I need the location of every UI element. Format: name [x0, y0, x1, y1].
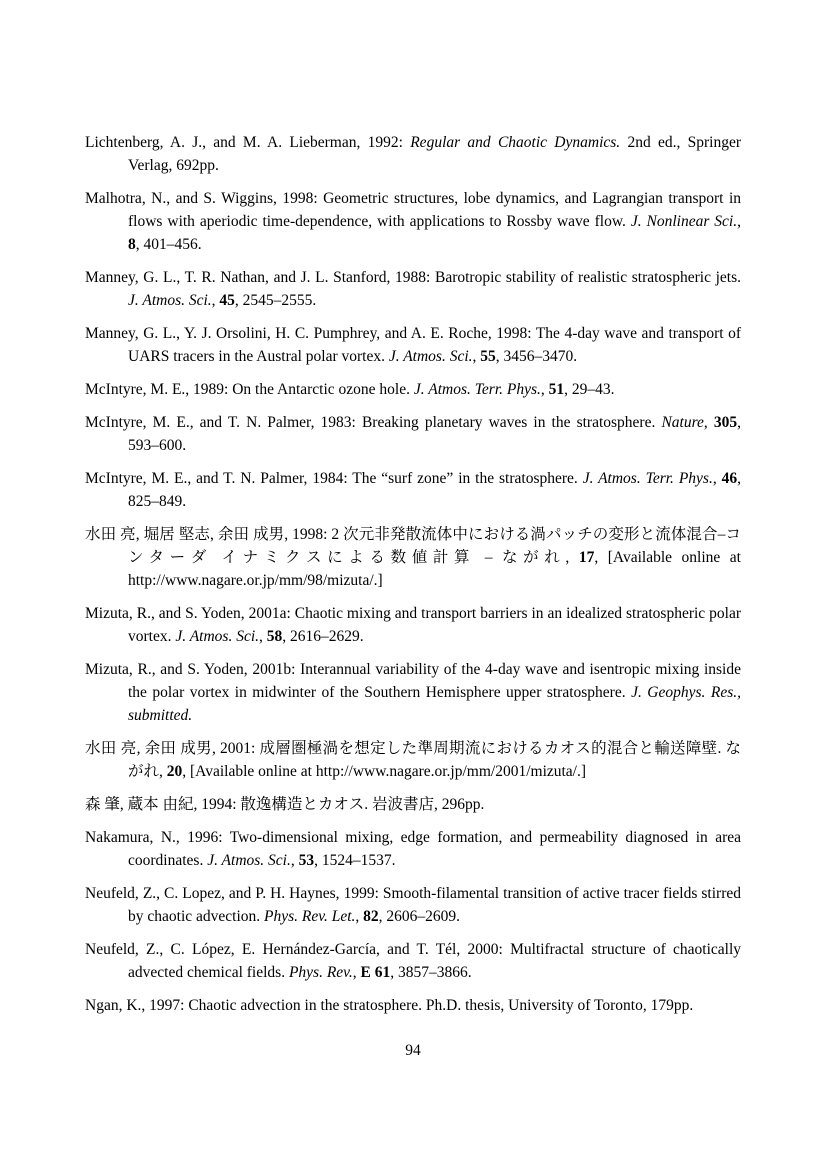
- reference-segment-plain: , [Available online at http://www.nagare.or.jp/mm/2001/mizuta/.]: [182, 763, 587, 780]
- reference-segment-plain: ,: [472, 348, 481, 365]
- reference-segment-italic: Nature: [661, 414, 704, 431]
- reference-segment-plain: 2nd ed., Springer Verlag, 692pp.: [128, 134, 741, 174]
- reference-segment-bold: 20: [166, 763, 183, 780]
- reference-segment-plain: ,: [737, 213, 741, 230]
- reference-segment-italic: J. Atmos. Sci.: [388, 348, 473, 365]
- reference-segment-bold: 51: [548, 381, 565, 398]
- reference-entry: [85, 467, 741, 513]
- reference-segment-plain: ,: [290, 852, 299, 869]
- reference-segment-plain: , 401–456.: [135, 236, 202, 253]
- reference-segment-plain: ,: [540, 381, 549, 398]
- reference-segment-bold: 305: [713, 414, 738, 431]
- reference-segment-italic: Phys. Rev.: [288, 964, 353, 981]
- reference-entry: [85, 602, 741, 648]
- reference-segment-italic: Phys. Rev. Let.: [264, 908, 356, 925]
- reference-segment-plain: 森 肇, 蔵本 由紀, 1994: 散逸構造とカオス. 岩波書店, 296pp.: [85, 796, 485, 813]
- reference-segment-plain: ,: [259, 628, 267, 645]
- reference-segment-plain: Neufeld, Z., C. Lopez, and P. H. Haynes, 1999: Smooth-filamental transition of active tracer fields stirred by chaotic advection.: [85, 885, 741, 925]
- reference-segment-plain: Mizuta, R., and S. Yoden, 2001a: Chaotic mixing and transport barriers in an idealized stratospheric polar vortex.: [85, 605, 741, 645]
- reference-list: [85, 131, 741, 1027]
- reference-segment-plain: , 2545–2555.: [234, 292, 317, 309]
- reference-segment-italic: Regular and Chaotic Dynamics.: [410, 134, 621, 151]
- reference-segment-plain: Manney, G. L., T. R. Nathan, and J. L. Stanford, 1988: Barotropic stability of realistic stratospheric jets.: [85, 269, 741, 286]
- reference-entry: [85, 322, 741, 368]
- reference-segment-italic: J. Atmos. Terr. Phys.: [582, 470, 713, 487]
- reference-segment-italic: J. Geophys. Res., submitted.: [128, 684, 741, 724]
- reference-segment-plain: Nakamura, N., 1996: Two-dimensional mixing, edge formation, and permeability diagnosed in area coordinates.: [85, 829, 741, 869]
- reference-entry: [85, 411, 741, 457]
- reference-segment-plain: ,: [355, 908, 364, 925]
- reference-segment-plain: ,: [712, 470, 722, 487]
- reference-segment-plain: , 1524–1537.: [314, 852, 396, 869]
- reference-entry: [85, 737, 741, 783]
- reference-segment-bold: 53: [298, 852, 315, 869]
- reference-segment-plain: Malhotra, N., and S. Wiggins, 1998: Geometric structures, lobe dynamics, and Lagrangian transport in flows with aperiodic time-dependence, with applications to Rossby wave flow.: [85, 190, 741, 230]
- reference-segment-plain: McIntyre, M. E., and T. N. Palmer, 1983: Breaking planetary waves in the stratosphere.: [85, 414, 662, 431]
- reference-entry: [85, 994, 741, 1017]
- reference-segment-italic: J. Atmos. Sci.: [207, 852, 291, 869]
- reference-segment-plain: , 3456–3470.: [495, 348, 578, 365]
- reference-segment-plain: , 593–600.: [128, 414, 742, 454]
- reference-entry: [85, 882, 741, 928]
- reference-segment-bold: E 61: [360, 964, 391, 981]
- reference-segment-plain: , 2616–2629.: [282, 628, 364, 645]
- reference-segment-plain: , 2606–2609.: [378, 908, 461, 925]
- reference-segment-plain: ,: [703, 414, 714, 431]
- reference-segment-plain: , 825–849.: [128, 470, 742, 510]
- reference-segment-bold: 46: [721, 470, 738, 487]
- reference-entry: [85, 266, 741, 312]
- reference-entry: [85, 131, 741, 177]
- reference-segment-bold: 82: [363, 908, 379, 925]
- reference-segment-bold: 17: [578, 549, 595, 566]
- reference-entry: [85, 523, 741, 592]
- reference-segment-plain: 水田 亮, 余田 成男, 2001: 成層圏極渦を想定した準周期流におけるカオス的混合と輸送障壁. ながれ,: [85, 740, 741, 780]
- reference-segment-plain: ,: [211, 292, 220, 309]
- reference-entry: [85, 793, 741, 816]
- reference-segment-italic: J. Nonlinear Sci.: [630, 213, 738, 230]
- reference-segment-italic: J. Atmos. Sci.: [128, 292, 212, 309]
- reference-entry: [85, 187, 741, 256]
- reference-entry: [85, 826, 741, 872]
- reference-segment-plain: ,: [352, 964, 361, 981]
- reference-entry: [85, 658, 741, 727]
- page-number: 94: [405, 1042, 421, 1059]
- reference-segment-plain: Mizuta, R., and S. Yoden, 2001b: Interannual variability of the 4-day wave and isentropic mixing inside the polar vortex in midwinter of the Southern Hemisphere upper stratosphere.: [85, 661, 741, 701]
- reference-segment-bold: 55: [480, 348, 496, 365]
- reference-segment-plain: Manney, G. L., Y. J. Orsolini, H. C. Pumphrey, and A. E. Roche, 1998: The 4-day wave and transport of UARS tracers in the Austral polar vortex.: [85, 325, 741, 365]
- reference-segment-bold: 8: [128, 236, 136, 253]
- reference-segment-plain: Lichtenberg, A. J., and M. A. Lieberman, 1992:: [85, 134, 411, 151]
- reference-segment-bold: 58: [266, 628, 283, 645]
- reference-entry: [85, 938, 741, 984]
- reference-segment-plain: Neufeld, Z., C. López, E. Hernández-García, and T. Tél, 2000: Multifractal structure of chaotically advected chemical fields.: [85, 941, 741, 981]
- reference-segment-italic: J. Atmos. Sci.: [175, 628, 260, 645]
- reference-segment-plain: McIntyre, M. E., 1989: On the Antarctic ozone hole.: [85, 381, 414, 398]
- reference-segment-plain: 水田 亮, 堀居 堅志, 余田 成男, 1998: 2 次元非発散流体中における渦パッチの変形と流体混合–コンターダ イナミクスによる数値計算 – ながれ,: [85, 526, 741, 566]
- reference-segment-plain: McIntyre, M. E., and T. N. Palmer, 1984: The “surf zone” in the stratosphere.: [85, 470, 583, 487]
- reference-segment-plain: , [Available online at http://www.nagare.or.jp/mm/98/mizuta/.]: [128, 549, 741, 589]
- reference-segment-bold: 45: [219, 292, 235, 309]
- reference-entry: [85, 378, 741, 401]
- reference-segment-plain: , 3857–3866.: [390, 964, 472, 981]
- reference-segment-plain: Ngan, K., 1997: Chaotic advection in the stratosphere. Ph.D. thesis, University of Toronto, 179pp.: [85, 997, 694, 1014]
- reference-segment-italic: J. Atmos. Terr. Phys.: [413, 381, 541, 398]
- reference-segment-plain: , 29–43.: [564, 381, 615, 398]
